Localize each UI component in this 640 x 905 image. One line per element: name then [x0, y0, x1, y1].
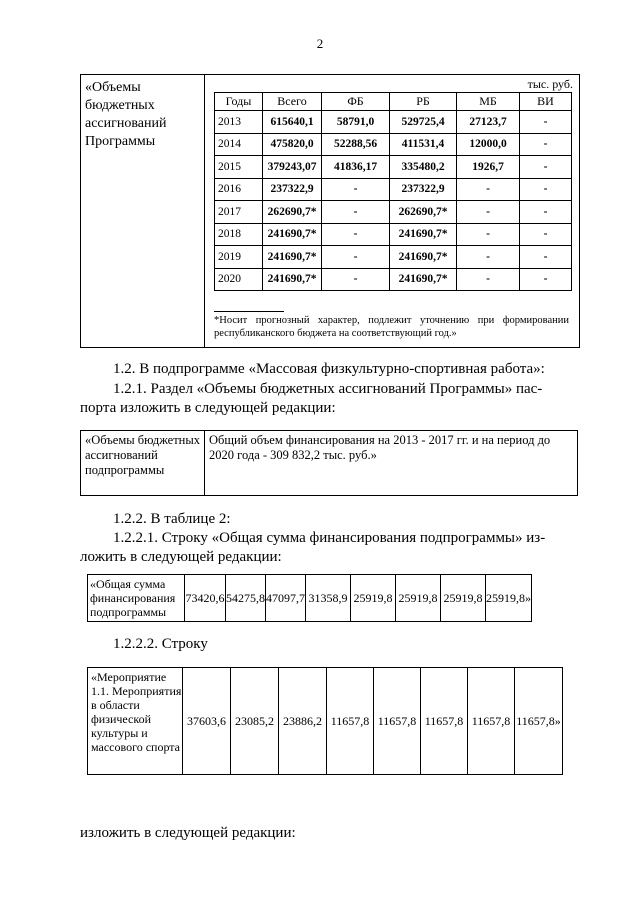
- value-cell: -: [520, 223, 572, 246]
- value-cell: 58791,0: [322, 111, 390, 134]
- value-cell: 262690,7*: [390, 201, 457, 224]
- column-header: РБ: [390, 93, 457, 111]
- activity-value-cell: 11657,8: [374, 668, 421, 775]
- table-row: [215, 133, 572, 156]
- value-cell: 262690,7*: [263, 201, 322, 224]
- subprogram-budget-label: «Объемы бюджетных ассигнований подпрограммы: [81, 431, 205, 496]
- financing-value-cell: 25919,8»: [486, 575, 532, 622]
- value-cell: 241690,7*: [263, 268, 322, 291]
- table-row: [215, 246, 572, 269]
- financing-value-cell: 25919,8: [396, 575, 441, 622]
- financing-value-cell: 25919,8: [441, 575, 486, 622]
- value-cell: -: [457, 178, 520, 201]
- paragraph-1-2-1-line1: 1.2.1. Раздел «Объемы бюджетных ассигнований Программы» пас-: [113, 381, 543, 397]
- paragraph-1-2: 1.2. В подпрограмме «Массовая физкультурно-спортивная работа»:: [113, 361, 545, 377]
- value-cell: 241690,7*: [263, 223, 322, 246]
- activity-value-cell: 11657,8: [468, 668, 515, 775]
- activity-value-cell: 23886,2: [279, 668, 327, 775]
- unit-label: тыс. руб.: [527, 77, 573, 91]
- footnote: *Носит прогнозный характер, подлежит уточнению при формировании республиканского бюджета на соответствующий год.»: [214, 315, 569, 339]
- value-cell: 12000,0: [457, 133, 520, 156]
- activity-table: [87, 667, 563, 775]
- value-cell: 475820,0: [263, 133, 322, 156]
- paragraph-1-2-2-1-line2: ложить в следующей редакции:: [80, 549, 282, 565]
- table-row: [215, 201, 572, 224]
- activity-value-cell: 23085,2: [231, 668, 279, 775]
- value-cell: 241690,7*: [263, 246, 322, 269]
- footnote-divider: [214, 311, 284, 312]
- total-financing-label: «Общая сумма финансирования подпрограммы: [88, 575, 185, 622]
- activity-value-cell: 11657,8»: [515, 668, 563, 775]
- subprogram-budget-table: [80, 430, 578, 496]
- table-row: [215, 156, 572, 179]
- value-cell: 241690,7*: [390, 246, 457, 269]
- value-cell: -: [457, 268, 520, 291]
- column-header: Всего: [263, 93, 322, 111]
- value-cell: -: [322, 178, 390, 201]
- financing-value-cell: 31358,9: [306, 575, 351, 622]
- year-cell: 2015: [215, 156, 263, 179]
- value-cell: -: [520, 201, 572, 224]
- value-cell: 335480,2: [390, 156, 457, 179]
- table-row: [215, 111, 572, 134]
- year-cell: 2018: [215, 223, 263, 246]
- budget-table-container: [80, 74, 580, 348]
- activity-value-cell: 11657,8: [421, 668, 468, 775]
- value-cell: 52288,56: [322, 133, 390, 156]
- value-cell: -: [520, 178, 572, 201]
- value-cell: -: [457, 246, 520, 269]
- paragraph-1-2-2-1-line1: 1.2.2.1. Строку «Общая сумма финансирования подпрограммы» из-: [113, 530, 546, 546]
- column-header: МБ: [457, 93, 520, 111]
- column-header: ВИ: [520, 93, 572, 111]
- year-cell: 2013: [215, 111, 263, 134]
- value-cell: 529725,4: [390, 111, 457, 134]
- value-cell: 1926,7: [457, 156, 520, 179]
- value-cell: -: [322, 268, 390, 291]
- year-cell: 2016: [215, 178, 263, 201]
- value-cell: -: [322, 201, 390, 224]
- paragraph-1-2-2: 1.2.2. В таблице 2:: [113, 511, 231, 527]
- paragraph-1-2-2-2: 1.2.2.2. Строку: [113, 636, 208, 652]
- budget-label: «Объемы бюджетных ассигнований Программы: [81, 75, 205, 347]
- financing-value-cell: 25919,8: [351, 575, 396, 622]
- value-cell: 411531,4: [390, 133, 457, 156]
- year-cell: 2020: [215, 268, 263, 291]
- value-cell: 615640,1: [263, 111, 322, 134]
- value-cell: 241690,7*: [390, 268, 457, 291]
- table-row: [215, 223, 572, 246]
- value-cell: 237322,9: [263, 178, 322, 201]
- column-header: ФБ: [322, 93, 390, 111]
- paragraph-1-2-1-line2: порта изложить в следующей редакции:: [80, 400, 336, 416]
- financing-value-cell: 47097,7: [266, 575, 306, 622]
- page-number: 2: [316, 36, 324, 51]
- value-cell: -: [322, 223, 390, 246]
- table-row: [215, 268, 572, 291]
- value-cell: -: [520, 133, 572, 156]
- year-cell: 2019: [215, 246, 263, 269]
- value-cell: 379243,07: [263, 156, 322, 179]
- subprogram-budget-text: Общий объем финансирования на 2013 - 2017 гг. и на период до 2020 года - 309 832,2 тыс. руб.»: [205, 431, 578, 496]
- value-cell: -: [520, 246, 572, 269]
- financing-value-cell: 73420,6: [185, 575, 226, 622]
- activity-value-cell: 37603,6: [183, 668, 231, 775]
- value-cell: 237322,9: [390, 178, 457, 201]
- year-cell: 2014: [215, 133, 263, 156]
- year-cell: 2017: [215, 201, 263, 224]
- budget-table: [214, 92, 572, 291]
- table-row: [215, 178, 572, 201]
- paragraph-closing: изложить в следующей редакции:: [80, 825, 296, 841]
- value-cell: 241690,7*: [390, 223, 457, 246]
- activity-value-cell: 11657,8: [327, 668, 374, 775]
- value-cell: -: [520, 156, 572, 179]
- financing-value-cell: 54275,8: [226, 575, 266, 622]
- value-cell: -: [520, 268, 572, 291]
- value-cell: -: [520, 111, 572, 134]
- activity-label: «Мероприятие 1.1. Мероприятия в области физической культуры и массового спорта: [88, 668, 183, 775]
- value-cell: 41836,17: [322, 156, 390, 179]
- value-cell: -: [457, 201, 520, 224]
- value-cell: -: [322, 246, 390, 269]
- value-cell: 27123,7: [457, 111, 520, 134]
- value-cell: -: [457, 223, 520, 246]
- total-financing-table: [87, 574, 532, 622]
- column-header: Годы: [215, 93, 263, 111]
